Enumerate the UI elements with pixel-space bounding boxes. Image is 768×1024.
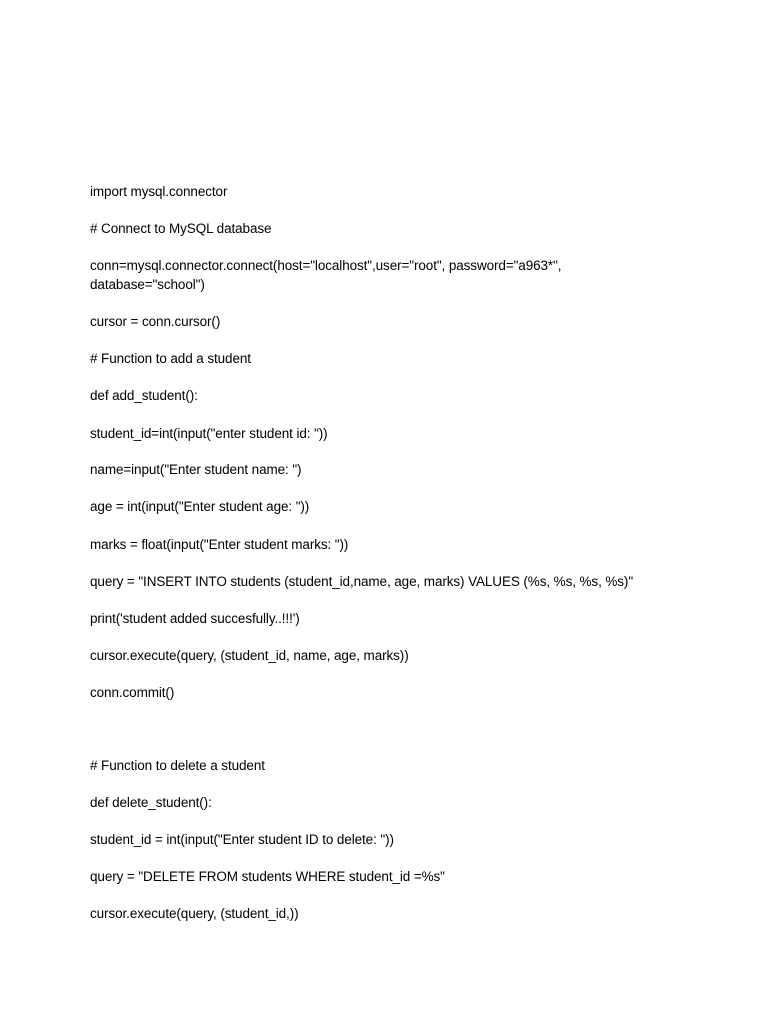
code-line-name: name=input("Enter student name: ") [90,462,302,477]
code-line-cursor: cursor = conn.cursor() [90,314,221,329]
code-line-execute-delete: cursor.execute(query, (student_id,)) [90,906,299,921]
code-line-connect-continued: database="school") [90,277,205,292]
code-line-age: age = int(input("Enter student age: ")) [90,499,310,514]
code-line-def-add-student: def add_student(): [90,388,198,403]
code-comment-add-student: # Function to add a student [90,351,251,366]
code-line-delete-query: query = "DELETE FROM students WHERE student_id =%s" [90,869,445,884]
code-comment-delete-student: # Function to delete a student [90,758,265,773]
code-line-import: import mysql.connector [90,184,228,199]
code-line-marks: marks = float(input("Enter student marks: ")) [90,537,349,552]
code-line-student-id: student_id=int(input("enter student id: ")) [90,426,328,441]
code-comment-connect: # Connect to MySQL database [90,221,272,236]
code-line-commit: conn.commit() [90,685,175,700]
code-line-def-delete-student: def delete_student(): [90,795,212,810]
code-line-print: print('student added succesfully..!!!') [90,611,300,626]
code-line-insert-query: query = "INSERT INTO students (student_id,name, age, marks) VALUES (%s, %s, %s, %s)" [90,574,634,589]
code-line-connect: conn=mysql.connector.connect(host="localhost",user="root", password="a963*", [90,258,562,273]
code-line-delete-student-id: student_id = int(input("Enter student ID to delete: ")) [90,832,394,847]
code-line-execute-insert: cursor.execute(query, (student_id, name, age, marks)) [90,648,409,663]
